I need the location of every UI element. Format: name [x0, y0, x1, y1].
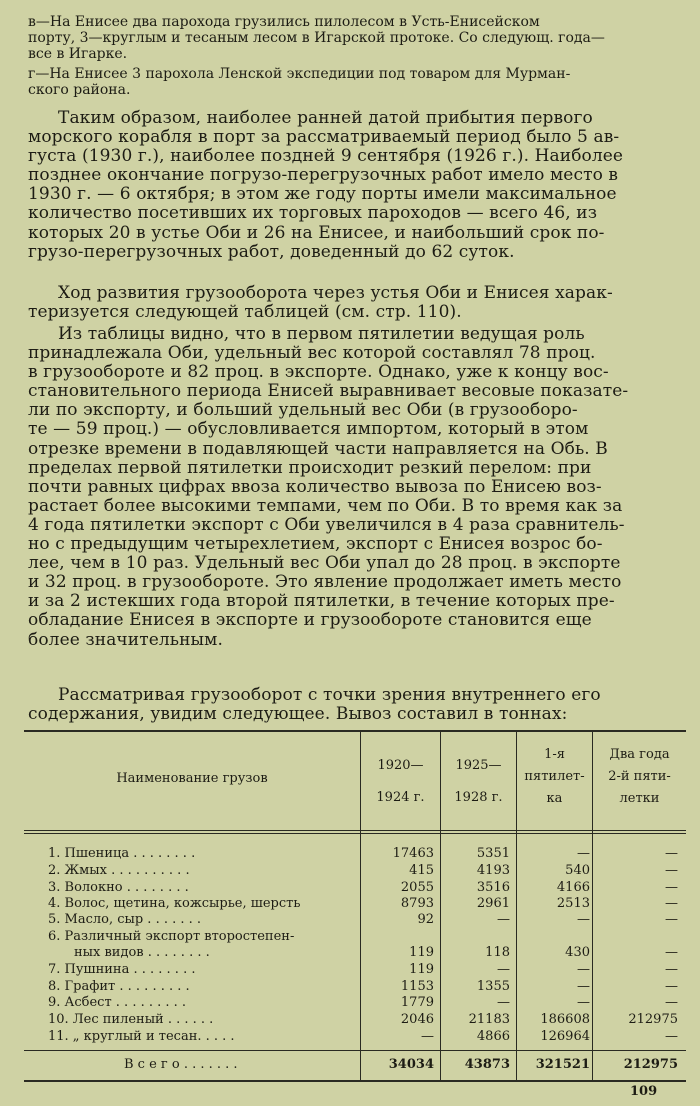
header-line: летки — [619, 791, 660, 806]
cell-1920: 415 — [409, 863, 434, 878]
table-row — [24, 1011, 684, 1028]
text-line: Таким образом, наиболее ранней датой прибытия первого — [58, 108, 593, 128]
row-name: 2. Жмых . . . . . . . . . . — [48, 863, 190, 878]
header-line: 1925— — [455, 758, 502, 773]
text-line: и за 2 истекших года второй пятилетки, в течение которых пре- — [28, 591, 615, 612]
cell-five-year: — — [577, 962, 590, 977]
header-line: ка — [546, 791, 563, 806]
cell-two-years: 212975 — [623, 1057, 678, 1072]
text-line: пределах первой пятилетки происходит резкий перелом: при — [28, 457, 592, 478]
cell-five-year: 2513 — [556, 896, 590, 911]
note-line: в—На Енисее два парохода грузились пилолесом в Усть-Енисейском — [28, 14, 540, 30]
header-period-1925 — [441, 755, 516, 809]
cell-1920: 2046 — [400, 1012, 434, 1027]
text-line: ли по экспорту, и больший удельный вес Оби (в грузооборо- — [28, 400, 578, 421]
text-line: в грузообороте и 82 проц. в экспорте. Однако, уже к концу вос- — [28, 362, 609, 383]
cell-1925: 4193 — [476, 863, 510, 878]
cell-1920: — — [421, 1029, 434, 1044]
table-total-row — [24, 1056, 684, 1073]
text-line: отрезке времени в подавляющей части направляется на Обь. В — [28, 438, 608, 459]
header-line: 1924 г. — [376, 790, 425, 805]
text-line: и 32 проц. в грузообороте. Это явление продолжает иметь место — [28, 572, 622, 593]
cell-five-year: — — [577, 912, 590, 927]
table-header-rule — [24, 830, 686, 831]
cell-1925: — — [497, 962, 510, 977]
cell-1925: 21183 — [468, 1012, 510, 1027]
table-row — [24, 961, 684, 978]
cell-two-years: — — [665, 979, 678, 994]
text-line: содержания, увидим следующее. Вывоз составил в тоннах: — [28, 704, 568, 725]
header-line: 2-й пяти- — [608, 769, 671, 784]
row-name: 11. „ круглый и тесан. . . . . — [48, 1029, 235, 1044]
row-name: 6. Различный экспорт второстепен- — [48, 929, 295, 944]
header-period-1920 — [361, 755, 440, 809]
cell-two-years: — — [665, 945, 678, 960]
cell-two-years: 212975 — [628, 1012, 678, 1027]
cell-two-years: — — [665, 846, 678, 861]
cell-five-year: 321521 — [535, 1057, 590, 1072]
table-row — [24, 1028, 684, 1045]
text-line: те — 59 проц.) — обусловливается импортом, который в этом — [28, 419, 589, 440]
header-two-years — [593, 744, 686, 810]
header-line: Два года — [609, 747, 670, 762]
row-name: 3. Волокно . . . . . . . . — [48, 880, 189, 895]
cell-two-years: — — [665, 962, 678, 977]
text-line: морского корабля в порт за рассматриваемый период было 5 ав- — [28, 127, 620, 148]
cell-two-years: — — [665, 863, 678, 878]
note-line: все в Игарке. — [28, 46, 128, 62]
cell-1920: 34034 — [388, 1057, 434, 1072]
text-line: обладание Енисея в экспорте и грузообороте становится еще — [28, 610, 592, 631]
row-name: 7. Пушнина . . . . . . . . — [48, 962, 196, 977]
cell-1920: 92 — [417, 912, 434, 927]
cell-two-years: — — [665, 880, 678, 895]
cell-five-year: 430 — [565, 945, 590, 960]
text-line: но с предыдущим четырехлетием, экспорт с Енисея возрос бо- — [28, 534, 603, 555]
cell-1925: 1355 — [476, 979, 510, 994]
table-row — [24, 845, 684, 862]
paragraph — [28, 325, 688, 650]
text-line: растает более высокими темпами, чем по Оби. В то время как за — [28, 495, 623, 516]
cell-1920: 1779 — [400, 995, 434, 1010]
cell-1920: 119 — [409, 945, 434, 960]
cell-1925: 4866 — [476, 1029, 510, 1044]
table-row — [24, 928, 684, 945]
cell-two-years: — — [665, 896, 678, 911]
header-first-five-year — [517, 744, 592, 810]
total-label: В с е г о . . . . . . . — [124, 1057, 238, 1072]
cell-five-year: 540 — [565, 863, 590, 878]
text-line: почти равных цифрах ввоза количество вывоза по Енисею воз- — [28, 476, 602, 497]
table-row — [24, 911, 684, 928]
cell-1920: 119 — [409, 962, 434, 977]
note-line: г—На Енисее 3 парохола Ленской экспедиции под товаром для Мурман- — [28, 66, 571, 82]
text-line: становительного периода Енисей выравнивает весовые показате- — [28, 381, 629, 402]
cell-1925: 118 — [485, 945, 510, 960]
cell-five-year: 4166 — [556, 880, 590, 895]
paragraph — [28, 109, 688, 262]
header-line: 1-я — [544, 747, 565, 762]
text-line: Рассматривая грузооборот с точки зрения внутреннего его — [58, 685, 601, 705]
cell-five-year: — — [577, 995, 590, 1010]
table-bottom-rule — [24, 1080, 686, 1082]
cell-1920: 8793 — [400, 896, 434, 911]
paragraph — [28, 284, 688, 322]
text-line: количество посетивших их торговых пароходов — всего 46, из — [28, 203, 598, 224]
page-number: 109 — [630, 1084, 658, 1099]
text-line: грузо-перегрузочных работ, доведенный до 62 суток. — [28, 241, 515, 262]
header-line: пятилет- — [524, 769, 585, 784]
text-line: теризуется следующей таблицей (см. стр. 110). — [28, 302, 462, 323]
cell-two-years: — — [665, 1029, 678, 1044]
table-header-rule — [24, 833, 686, 834]
table-row — [24, 895, 684, 912]
cell-five-year: — — [577, 846, 590, 861]
note-line: ского района. — [28, 82, 131, 98]
text-line: густа (1930 г.), наиболее поздней 9 сентября (1926 г.). Наиболее — [28, 146, 624, 167]
text-line: Из таблицы видно, что в первом пятилетии ведущая роль — [58, 324, 585, 344]
paragraph — [28, 686, 688, 724]
cell-two-years: — — [665, 912, 678, 927]
row-name: 4. Волос, щетина, кожсырье, шерсть — [48, 896, 301, 911]
text-line: 4 года пятилетки экспорт с Оби увеличился в 4 раза сравнитель- — [28, 514, 625, 535]
table-row — [24, 862, 684, 879]
cell-1920: 17463 — [392, 846, 434, 861]
text-line: Ход развития грузооборота через устья Оби и Енисея харак- — [58, 283, 613, 303]
table-row — [24, 978, 684, 995]
row-name: 1. Пшеница . . . . . . . . — [48, 846, 196, 861]
cell-1925: 5351 — [476, 846, 510, 861]
row-name: 9. Асбест . . . . . . . . . — [48, 995, 187, 1010]
header-item-name: Наименование грузов — [116, 771, 268, 786]
text-line: принадлежала Оби, удельный вес которой составлял 78 проц. — [28, 343, 596, 364]
table-top-rule — [24, 730, 686, 732]
header-line: 1920— — [377, 758, 424, 773]
text-line: 1930 г. — 6 октября; в этом же году порты имели максимальное — [28, 184, 617, 205]
cell-1920: 1153 — [400, 979, 434, 994]
table-row — [24, 879, 684, 896]
cell-five-year: 186608 — [540, 1012, 590, 1027]
cell-1925: 3516 — [476, 880, 510, 895]
cell-five-year: — — [577, 979, 590, 994]
row-name: 5. Масло, сыр . . . . . . . — [48, 912, 202, 927]
cell-1925: — — [497, 995, 510, 1010]
cell-two-years: — — [665, 995, 678, 1010]
cell-1925: — — [497, 912, 510, 927]
text-line: более значительным. — [28, 629, 224, 650]
table-total-rule — [24, 1050, 686, 1051]
row-name: 8. Графит . . . . . . . . . — [48, 979, 190, 994]
row-name: 10. Лес пиленый . . . . . . — [48, 1012, 214, 1027]
text-line: которых 20 в устье Оби и 26 на Енисее, и наибольший срок по- — [28, 222, 605, 243]
text-line: позднее окончание погрузо-перегрузочных работ имело место в — [28, 165, 619, 186]
cell-1925: 43873 — [464, 1057, 510, 1072]
note-line: порту, 3—круглым и тесаным лесом в Игарской протоке. Со следующ. года— — [28, 30, 605, 46]
cell-five-year: 126964 — [540, 1029, 590, 1044]
row-name: ных видов . . . . . . . . — [74, 945, 210, 960]
text-line: лее, чем в 10 раз. Удельный вес Оби упал до 28 проц. в экспорте — [28, 553, 621, 574]
cell-1920: 2055 — [400, 880, 434, 895]
table-row — [24, 944, 684, 961]
header-line: 1928 г. — [454, 790, 503, 805]
table-row — [24, 994, 684, 1011]
cell-1925: 2961 — [476, 896, 510, 911]
